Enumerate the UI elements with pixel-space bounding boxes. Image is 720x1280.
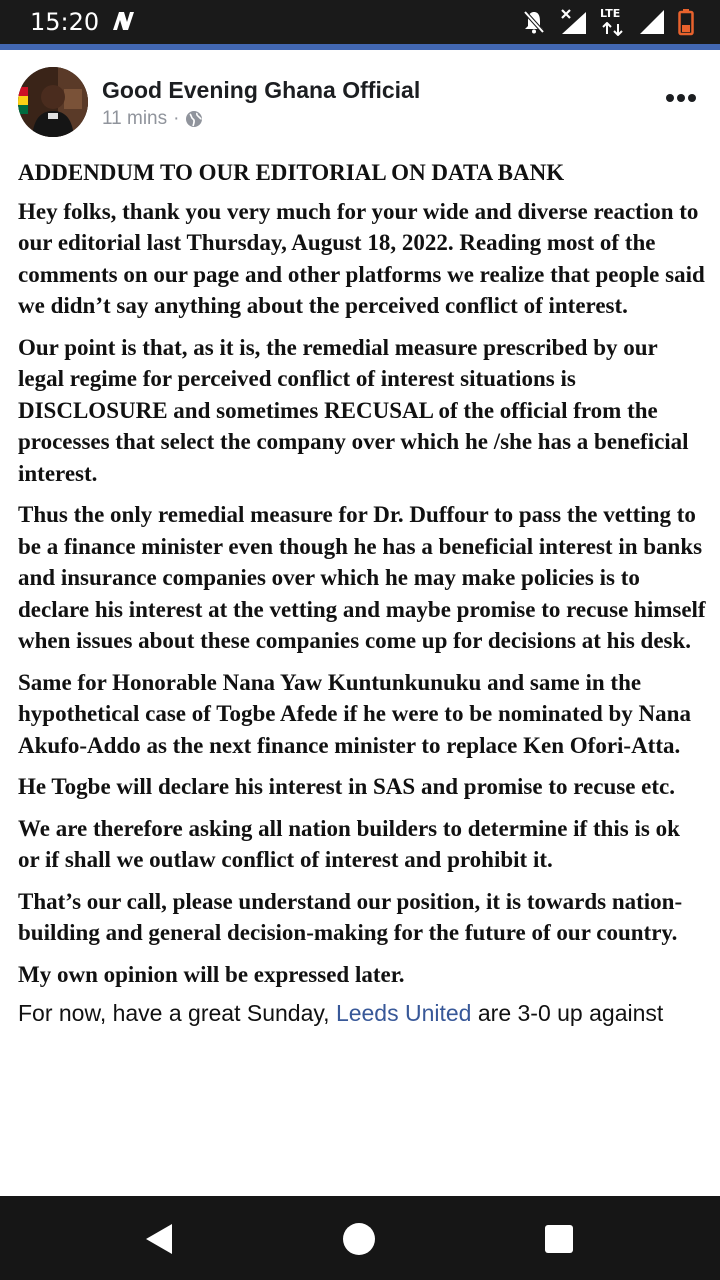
lte-icon: LTE: [600, 7, 626, 37]
signal-icon: [638, 8, 666, 36]
home-circle-icon[interactable]: [340, 1220, 378, 1258]
post-header: [0, 50, 720, 156]
status-icons: [522, 6, 694, 38]
battery-low-icon: [678, 8, 694, 36]
avatar[interactable]: [18, 67, 88, 137]
recents-square-icon[interactable]: [540, 1220, 578, 1258]
page-name[interactable]: Good Evening Ghana Official: [102, 77, 421, 103]
post-meta: [102, 108, 203, 130]
status-time: 15:20: [30, 8, 100, 36]
post-body: [18, 157, 706, 1040]
post-paragraph: Thus the only remedial measure for Dr. Duffour to pass the vetting to be a finance minister even though he has a beneficial interest in banks and insurance companies over which he may make policies is to declare his interest at the vetting and maybe promise to recuse himself when issues about these companies come up for decisions at his desk.: [18, 502, 706, 653]
meta-separator: ·: [173, 108, 180, 129]
post-paragraph: We are therefore asking all nation builders to determine if this is ok or if shall we outlaw conflict of interest and prohibit it.: [18, 815, 680, 872]
post-last-line: For now, have a great Sunday, Leeds United are 3-0 up against: [18, 1000, 664, 1026]
post-time[interactable]: 11 mins: [102, 108, 168, 129]
post-paragraph: Same for Honorable Nana Yaw Kuntunkunuku and same in the hypothetical case of Togbe Afede if he were to be nominated by Nana Akufo-Addo as the next finance minister to replace Ken Ofori-Atta.: [18, 669, 691, 758]
post-paragraph: Our point is that, as it is, the remedial measure prescribed by our legal regime for perceived conflict of interest situations is DISCLOSURE and sometimes RECUSAL of the official from the processes that select the company over which he /she has a beneficial interest.: [18, 334, 689, 486]
post-paragraph: That’s our call, please understand our position, it is towards nation-building and general decision-making for the future of our country.: [18, 888, 683, 945]
n-app-icon: [110, 8, 136, 34]
leeds-united-link[interactable]: Leeds United: [335, 1000, 472, 1026]
system-nav-bar: [0, 1196, 720, 1280]
signal-no-data-icon: [558, 8, 588, 36]
post-title: ADDENDUM TO OUR EDITORIAL ON DATA BANK: [18, 160, 565, 185]
more-options-icon[interactable]: [664, 86, 698, 110]
post-paragraph: He Togbe will declare his interest in SAS and promise to recuse etc.: [18, 774, 675, 799]
post-paragraph: My own opinion will be expressed later.: [18, 961, 405, 987]
status-bar: [0, 0, 720, 44]
post-paragraph: Hey folks, thank you very much for your wide and diverse reaction to our editorial last Thursday, August 18, 2022. Reading most of the comments on our page and other platforms we realize that people said we didn’t say anything about the perceived conflict of interest.: [18, 198, 705, 318]
back-triangle-icon[interactable]: [140, 1220, 178, 1258]
muted-bell-icon: [522, 9, 546, 35]
globe-icon: [185, 110, 203, 128]
